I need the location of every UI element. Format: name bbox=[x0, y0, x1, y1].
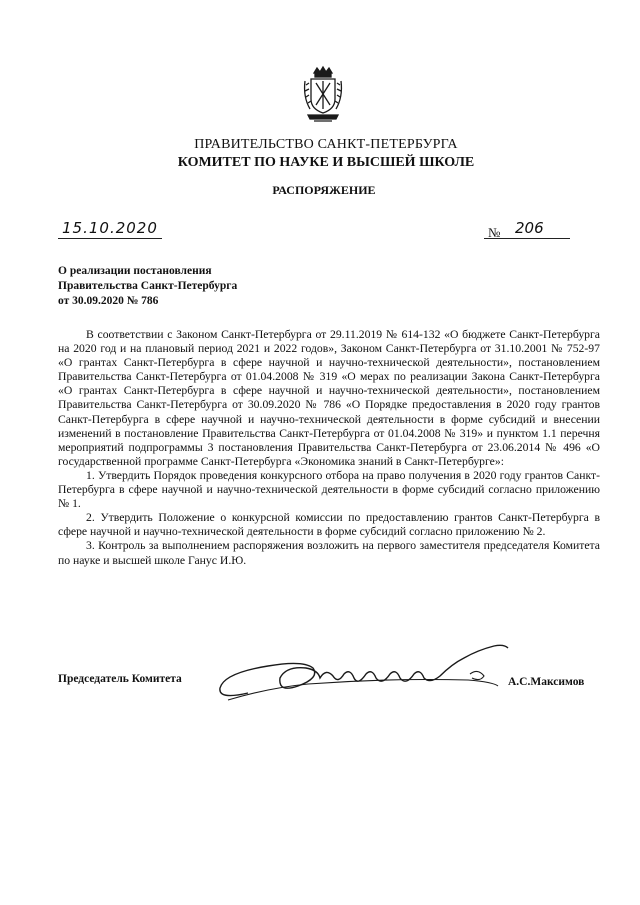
subject-line: О реализации постановления bbox=[58, 265, 212, 277]
document-type: РАСПОРЯЖЕНИЕ bbox=[272, 183, 376, 197]
signatory-name: А.С.Максимов bbox=[508, 676, 585, 688]
body-paragraph: В соответствии с Законом Санкт-Петербурга от 29.11.2019 № 614-132 «О бюджете Санкт-Петербурга на 2020 год и на плановый период 2021 и 2022 годов», Законом Санкт-Петербурга от 31.10.2001 № 752-97 «О грантах Санкт-Петербурга в сфере научной и научно-технической деятельности», постановлением Правительства Санкт-Петербурга от 01.04.2008 № 319 «О мерах по реализации Закона Санкт-Петербурга «О грантах Санкт-Петербурга в сфере научной и научно-технической деятельности», постановлением Правительства Санкт-Петербурга от 30.09.2020 № 786 «О Порядке предоставления в 2020 году грантов Санкт-Петербурга в сфере научной и научно-технической деятельности в форме субсидий и внесении изменений в постановление Правительства Санкт-Петербурга от 01.04.2008 № 319» и пунктом 1.1 перечня мероприятий подпрограммы 3 постановления Правительства Санкт-Петербурга от 23.06.2014 № 496 «О государственной программе Санкт-Петербурга «Экономика знаний в Санкт-Петербурге»: bbox=[58, 328, 600, 468]
number-label: № bbox=[488, 225, 501, 240]
subject-line: Правительства Санкт-Петербурга bbox=[58, 280, 238, 292]
handwritten-signature bbox=[208, 638, 518, 708]
body-paragraph: 2. Утвердить Положение о конкурсной комиссии по предоставлению грантов Санкт-Петербурга в сфере научной и научно-технической деятельности в форме субсидий согласно приложению № 2. bbox=[58, 511, 600, 539]
committee-title: КОМИТЕТ ПО НАУКЕ И ВЫСШЕЙ ШКОЛЕ bbox=[177, 155, 475, 170]
government-title: ПРАВИТЕЛЬСТВО САНКТ-ПЕТЕРБУРГА bbox=[194, 137, 458, 152]
body-paragraph: 3. Контроль за выполнением распоряжения возложить на первого заместителя председателя Комитета по науке и высшей школе Ганус И.Ю. bbox=[58, 539, 600, 567]
document-body bbox=[58, 328, 600, 568]
document-number: 206 bbox=[515, 219, 544, 237]
subject-line: от 30.09.2020 № 786 bbox=[58, 295, 159, 307]
signatory-role: Председатель Комитета bbox=[58, 673, 182, 685]
document-date: 15.10.2020 bbox=[62, 219, 158, 237]
number-underline bbox=[484, 238, 570, 239]
document-subject bbox=[58, 264, 318, 309]
body-paragraph: 1. Утвердить Порядок проведения конкурсного отбора на право получения в 2020 году грантов Санкт-Петербурга в сфере научной и научно-технической деятельности в форме субсидий согласно приложению № 1. bbox=[58, 468, 600, 511]
date-underline bbox=[58, 238, 162, 239]
coat-of-arms-icon bbox=[300, 65, 346, 125]
